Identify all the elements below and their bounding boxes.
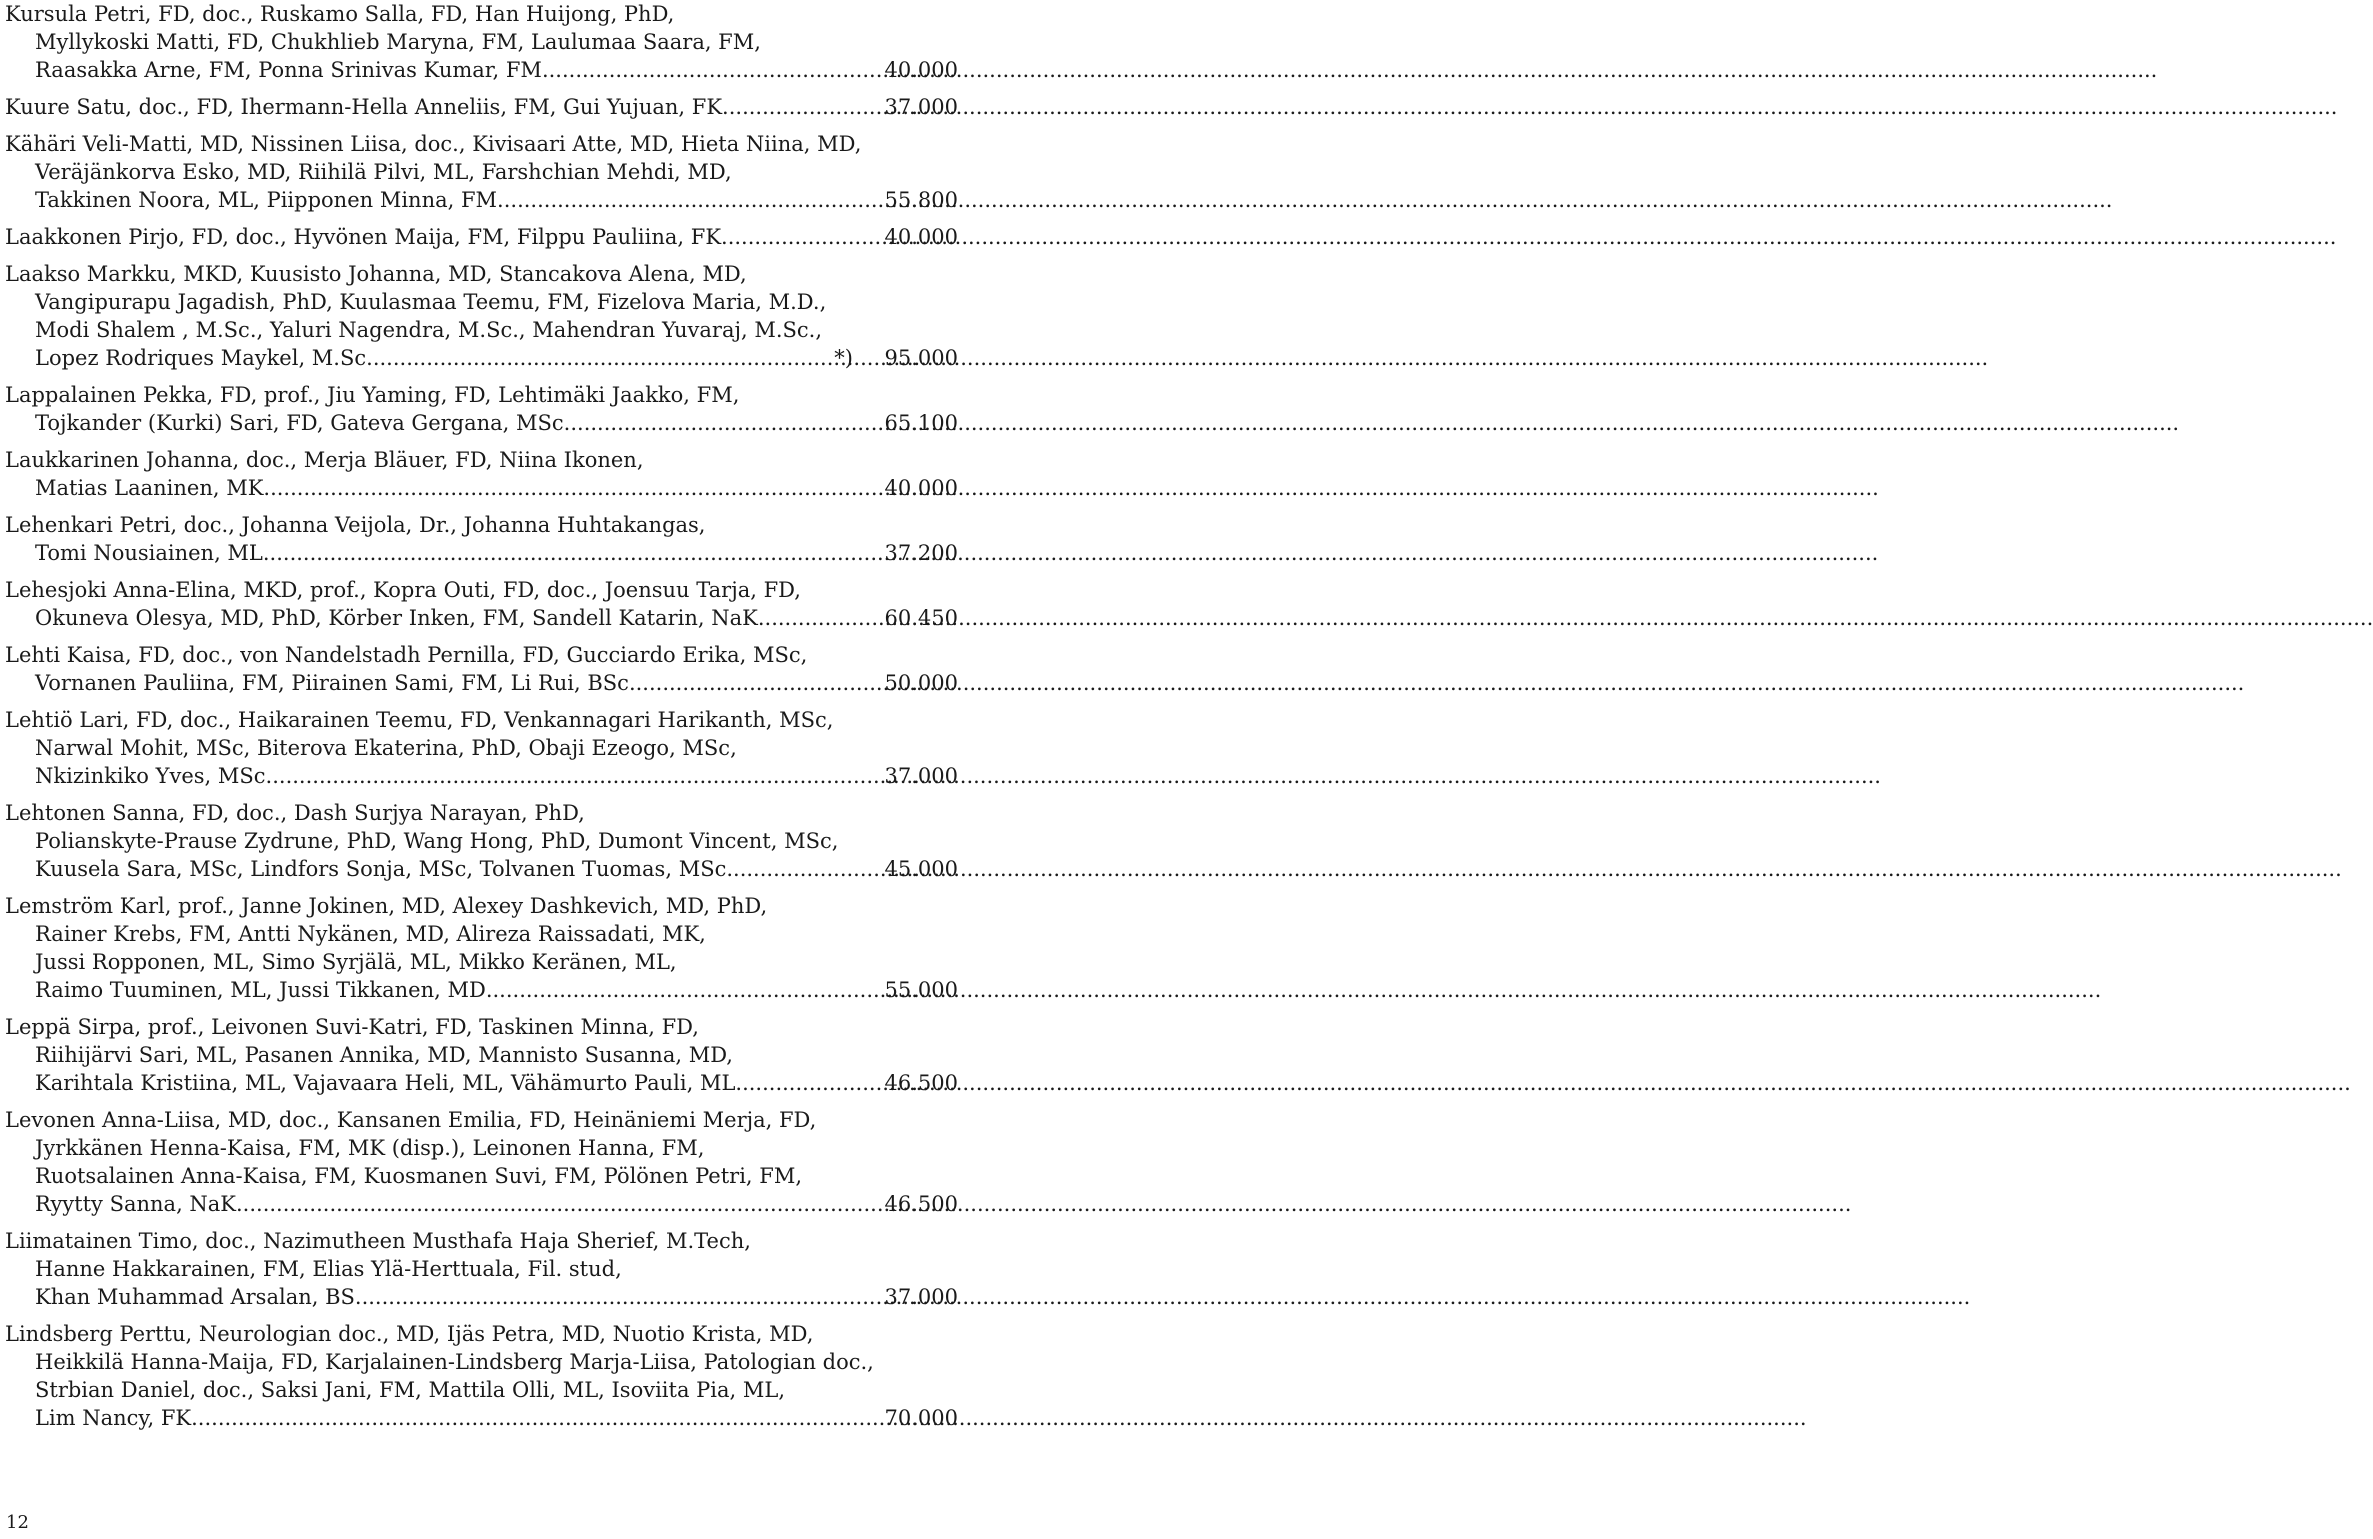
grant-entry [5, 1013, 958, 1097]
grant-entry [5, 130, 958, 214]
entry-line [5, 920, 958, 948]
entry-line [5, 855, 958, 883]
entry-line [5, 446, 958, 474]
dot-leader [542, 56, 853, 84]
dot-leader [486, 976, 853, 1004]
entry-line [5, 762, 958, 790]
entry-line [5, 223, 958, 251]
recipients-text: Lemström Karl, prof., Janne Jokinen, MD, Alexey Dashkevich, MD, PhD, [5, 894, 768, 918]
grant-entry [5, 1227, 958, 1311]
grant-amount: 40.000 [884, 58, 958, 82]
grant-entry [5, 0, 958, 84]
entry-line [5, 641, 958, 669]
entry-line [5, 948, 958, 976]
entry-line [5, 799, 958, 827]
recipients-text: Jyrkkänen Henna-Kaisa, FM, MK (disp.), Leinonen Hanna, FM, [35, 1136, 705, 1160]
entry-line [5, 511, 958, 539]
recipients-text: Lindsberg Perttu, Neurologian doc., MD, Ijäs Petra, MD, Nuotio Krista, MD, [5, 1322, 814, 1346]
recipients-text: Raasakka Arne, FM, Ponna Srinivas Kumar, FM [35, 58, 542, 82]
grant-amount: 46.500 [884, 1071, 958, 1095]
recipients-text: Jussi Ropponen, ML, Simo Syrjälä, ML, Mikko Keränen, ML, [35, 950, 677, 974]
recipients-text: Okuneva Olesya, MD, PhD, Körber Inken, FM, Sandell Katarin, NaK [35, 606, 758, 630]
entry-line [5, 1348, 958, 1376]
grant-amount: 95.000 [884, 346, 958, 370]
footnote-marker: *) [834, 346, 853, 370]
recipients-text: Lehti Kaisa, FD, doc., von Nandelstadh Pernilla, FD, Gucciardo Erika, MSc, [5, 643, 808, 667]
recipients-text: Strbian Daniel, doc., Saksi Jani, FM, Mattila Olli, ML, Isoviita Pia, ML, [35, 1378, 785, 1402]
recipients-text: Levonen Anna-Liisa, MD, doc., Kansanen Emilia, FD, Heinäniemi Merja, FD, [5, 1108, 817, 1132]
entry-line [5, 1283, 958, 1311]
entry-line [5, 316, 958, 344]
dot-leader [236, 1190, 853, 1218]
grant-amount: 40.000 [884, 476, 958, 500]
recipients-text: Karihtala Kristiina, ML, Vajavaara Heli, ML, Vähämurto Pauli, ML [35, 1071, 736, 1095]
recipients-text: Laukkarinen Johanna, doc., Merja Bläuer, FD, Niina Ikonen, [5, 448, 644, 472]
recipients-text: Matias Laaninen, MK [35, 476, 264, 500]
dot-leader [355, 1283, 853, 1311]
grant-amount: 70.000 [884, 1406, 958, 1430]
grant-amount: 37.000 [884, 95, 958, 119]
entry-line [5, 1255, 958, 1283]
recipients-text: Tomi Nousiainen, ML [35, 541, 263, 565]
grant-entry [5, 511, 958, 567]
page-number: 12 [6, 1512, 29, 1533]
entry-line [5, 539, 958, 567]
recipients-text: Lehesjoki Anna-Elina, MKD, prof., Kopra Outi, FD, doc., Joensuu Tarja, FD, [5, 578, 801, 602]
grant-entry [5, 446, 958, 502]
grant-amount: 65.100 [884, 411, 958, 435]
recipients-text: Tojkander (Kurki) Sari, FD, Gateva Gergana, MSc [35, 411, 564, 435]
grant-entry [5, 1106, 958, 1218]
recipients-text: Rainer Krebs, FM, Antti Nykänen, MD, Alireza Raissadati, MK, [35, 922, 706, 946]
entry-line [5, 1162, 958, 1190]
entry-line [5, 381, 958, 409]
entry-line [5, 1404, 958, 1432]
dot-leader [735, 1069, 853, 1097]
recipients-text: Riihijärvi Sari, ML, Pasanen Annika, MD, Mannisto Susanna, MD, [35, 1043, 733, 1067]
dot-leader [373, 344, 834, 372]
entry-line [5, 827, 958, 855]
entry-line [5, 158, 958, 186]
entry-line [5, 892, 958, 920]
grant-list [5, 0, 958, 1441]
grant-amount: 50.000 [884, 671, 958, 695]
dot-leader [721, 223, 853, 251]
entry-line [5, 130, 958, 158]
recipients-text: Modi Shalem , M.Sc., Yaluri Nagendra, M.Sc., Mahendran Yuvaraj, M.Sc., [35, 318, 823, 342]
entry-line [5, 409, 958, 437]
entry-line [5, 1227, 958, 1255]
recipients-text: Lehenkari Petri, doc., Johanna Veijola, Dr., Johanna Huhtakangas, [5, 513, 706, 537]
entry-line [5, 186, 958, 214]
dot-leader [266, 762, 853, 790]
grant-entry [5, 381, 958, 437]
grant-amount: 60.450 [884, 606, 958, 630]
recipients-text: Nkizinkiko Yves, MSc [35, 764, 266, 788]
entry-line [5, 28, 958, 56]
dot-leader [263, 474, 853, 502]
recipients-text: Lim Nancy, FK [35, 1406, 192, 1430]
grant-entry [5, 892, 958, 1004]
recipients-text: Leppä Sirpa, prof., Leivonen Suvi-Katri, FD, Taskinen Minna, FD, [5, 1015, 699, 1039]
grant-amount: 37.000 [884, 764, 958, 788]
recipients-text: Raimo Tuuminen, ML, Jussi Tikkanen, MD [35, 978, 486, 1002]
recipients-text: Laakkonen Pirjo, FD, doc., Hyvönen Maija, FM, Filppu Pauliina, FK [5, 225, 722, 249]
entry-line [5, 56, 958, 84]
recipients-text: Hanne Hakkarainen, FM, Elias Ylä-Herttuala, Fil. stud, [35, 1257, 622, 1281]
grant-entry [5, 260, 958, 372]
document-page [0, 0, 960, 1539]
recipients-text: Veräjänkorva Esko, MD, Riihilä Pilvi, ML, Farshchian Mehdi, MD, [35, 160, 732, 184]
dot-leader [263, 539, 853, 567]
entry-line [5, 1069, 958, 1097]
grant-amount: 55.000 [884, 978, 958, 1002]
grant-amount: 37.000 [884, 1285, 958, 1309]
recipients-text: Kuure Satu, doc., FD, Ihermann-Hella Anneliis, FM, Gui Yujuan, FK [5, 95, 723, 119]
grant-entry [5, 1320, 958, 1432]
entry-line [5, 1376, 958, 1404]
recipients-text: Vornanen Pauliina, FM, Piirainen Sami, FM, Li Rui, BSc [35, 671, 629, 695]
grant-entry [5, 799, 958, 883]
recipients-text: Kähäri Veli-Matti, MD, Nissinen Liisa, doc., Kivisaari Atte, MD, Hieta Niina, MD, [5, 132, 862, 156]
recipients-text: Ruotsalainen Anna-Kaisa, FM, Kuosmanen Suvi, FM, Pölönen Petri, FM, [35, 1164, 803, 1188]
grant-entry [5, 223, 958, 251]
recipients-text: Kursula Petri, FD, doc., Ruskamo Salla, FD, Han Huijong, PhD, [5, 2, 675, 26]
recipients-text: Takkinen Noora, ML, Piipponen Minna, FM [35, 188, 498, 212]
entry-line [5, 1106, 958, 1134]
dot-leader [726, 855, 853, 883]
recipients-text: Liimatainen Timo, doc., Nazimutheen Musthafa Haja Sherief, M.Tech, [5, 1229, 751, 1253]
entry-line [5, 604, 958, 632]
recipients-text: Myllykoski Matti, FD, Chukhlieb Maryna, FM, Laulumaa Saara, FM, [35, 30, 761, 54]
grant-entry [5, 641, 958, 697]
recipients-text: Polianskyte-Prause Zydrune, PhD, Wang Hong, PhD, Dumont Vincent, MSc, [35, 829, 839, 853]
dot-leader [758, 604, 853, 632]
entry-line [5, 706, 958, 734]
recipients-text: Kuusela Sara, MSc, Lindfors Sonja, MSc, Tolvanen Tuomas, MSc [35, 857, 727, 881]
recipients-text: Narwal Mohit, MSc, Biterova Ekaterina, PhD, Obaji Ezeogo, MSc, [35, 736, 737, 760]
grant-entry [5, 576, 958, 632]
entry-line [5, 1134, 958, 1162]
dot-leader [564, 409, 853, 437]
entry-line [5, 669, 958, 697]
recipients-text: Lehtiö Lari, FD, doc., Haikarainen Teemu, FD, Venkannagari Harikanth, MSc, [5, 708, 834, 732]
recipients-text: Vangipurapu Jagadish, PhD, Kuulasmaa Teemu, FM, Fizelova Maria, M.D., [35, 290, 827, 314]
entry-line [5, 0, 958, 28]
recipients-text: Heikkilä Hanna-Maija, FD, Karjalainen-Lindsberg Marja-Liisa, Patologian doc., [35, 1350, 874, 1374]
grant-amount: 40.000 [884, 225, 958, 249]
recipients-text: Lehtonen Sanna, FD, doc., Dash Surjya Narayan, PhD, [5, 801, 585, 825]
grant-amount: 45.000 [884, 857, 958, 881]
entry-line [5, 1190, 958, 1218]
grant-amount: 55.800 [884, 188, 958, 212]
entry-line [5, 288, 958, 316]
dot-leader [629, 669, 853, 697]
grant-amount: 37.200 [884, 541, 958, 565]
dot-leader [722, 93, 853, 121]
recipients-text: Khan Muhammad Arsalan, BS [35, 1285, 355, 1309]
grant-entry [5, 706, 958, 790]
entry-line [5, 93, 958, 121]
entry-line [5, 976, 958, 1004]
grant-amount: 46.500 [884, 1192, 958, 1216]
entry-line [5, 734, 958, 762]
entry-line [5, 1013, 958, 1041]
entry-line [5, 1041, 958, 1069]
dot-leader [191, 1404, 853, 1432]
entry-line [5, 344, 958, 372]
recipients-text: Laakso Markku, MKD, Kuusisto Johanna, MD, Stancakova Alena, MD, [5, 262, 747, 286]
entry-line [5, 474, 958, 502]
entry-line [5, 1320, 958, 1348]
entry-line [5, 576, 958, 604]
recipients-text: Lopez Rodriques Maykel, M.Sc. [35, 346, 373, 370]
grant-entry [5, 93, 958, 121]
recipients-text: Ryytty Sanna, NaK [35, 1192, 236, 1216]
recipients-text: Lappalainen Pekka, FD, prof., Jiu Yaming, FD, Lehtimäki Jaakko, FM, [5, 383, 740, 407]
dot-leader [497, 186, 853, 214]
entry-line [5, 260, 958, 288]
